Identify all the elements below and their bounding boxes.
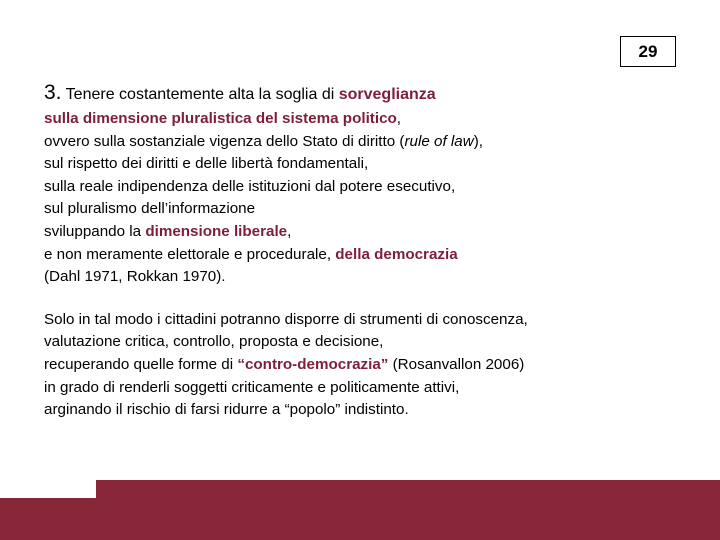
page-number-text: 29	[638, 41, 658, 61]
text-line: Solo in tal modo i cittadini potranno disporre di strumenti di conoscenza,	[44, 310, 528, 328]
highlight-text: della democrazia	[335, 245, 458, 263]
paragraph-gap	[44, 289, 684, 309]
point-number: 3.	[44, 81, 62, 104]
text-fragment: recuperando quelle forme di	[44, 355, 238, 373]
text-fragment: (Rosanvallon 2006)	[388, 355, 525, 373]
footer-band-left	[0, 498, 96, 540]
text-fragment: ,	[287, 222, 292, 240]
text-line: in grado di renderli soggetti criticamente e politicamente attivi,	[44, 378, 460, 396]
text-fragment: ovvero sulla sostanziale vigenza dello Stato di diritto (	[44, 132, 405, 150]
text-line: sulla reale indipendenza delle istituzioni dal potere esecutivo,	[44, 177, 456, 195]
text-line: sul pluralismo dell’informazione	[44, 200, 256, 218]
page-number	[620, 36, 676, 67]
text-line	[44, 221, 684, 244]
heading-text: Tenere costantemente alta la soglia di	[61, 86, 339, 103]
citation-line: (Dahl 1971, Rokkan 1970).	[44, 268, 226, 286]
italic-text: rule of law	[404, 132, 474, 150]
paragraph-2	[44, 309, 684, 422]
text-line: sul rispetto dei diritti e delle libertà fondamentali,	[44, 155, 369, 173]
highlight-text: dimensione liberale	[145, 222, 288, 240]
text-line	[44, 244, 684, 267]
footer-band	[96, 480, 720, 540]
text-fragment: ),	[473, 132, 483, 150]
text-line	[44, 108, 684, 131]
text-line: arginando il rischio di farsi ridurre a “popolo” indistinto.	[44, 401, 409, 419]
text-line	[44, 354, 684, 377]
text-fragment: ,	[396, 110, 402, 127]
text-fragment: sviluppando la	[44, 222, 146, 240]
paragraph-1	[44, 108, 684, 289]
slide-content	[44, 80, 684, 422]
text-line: valutazione critica, controllo, proposta e decisione,	[44, 333, 384, 351]
text-fragment: e non meramente elettorale e procedurale,	[44, 245, 336, 263]
text-line	[44, 131, 684, 154]
highlight-text: sulla dimensione pluralistica del sistema politico	[44, 110, 397, 127]
highlight-text: “contro-democrazia”	[237, 355, 389, 373]
point-heading	[44, 80, 684, 108]
heading-highlight: sorveglianza	[338, 86, 436, 103]
